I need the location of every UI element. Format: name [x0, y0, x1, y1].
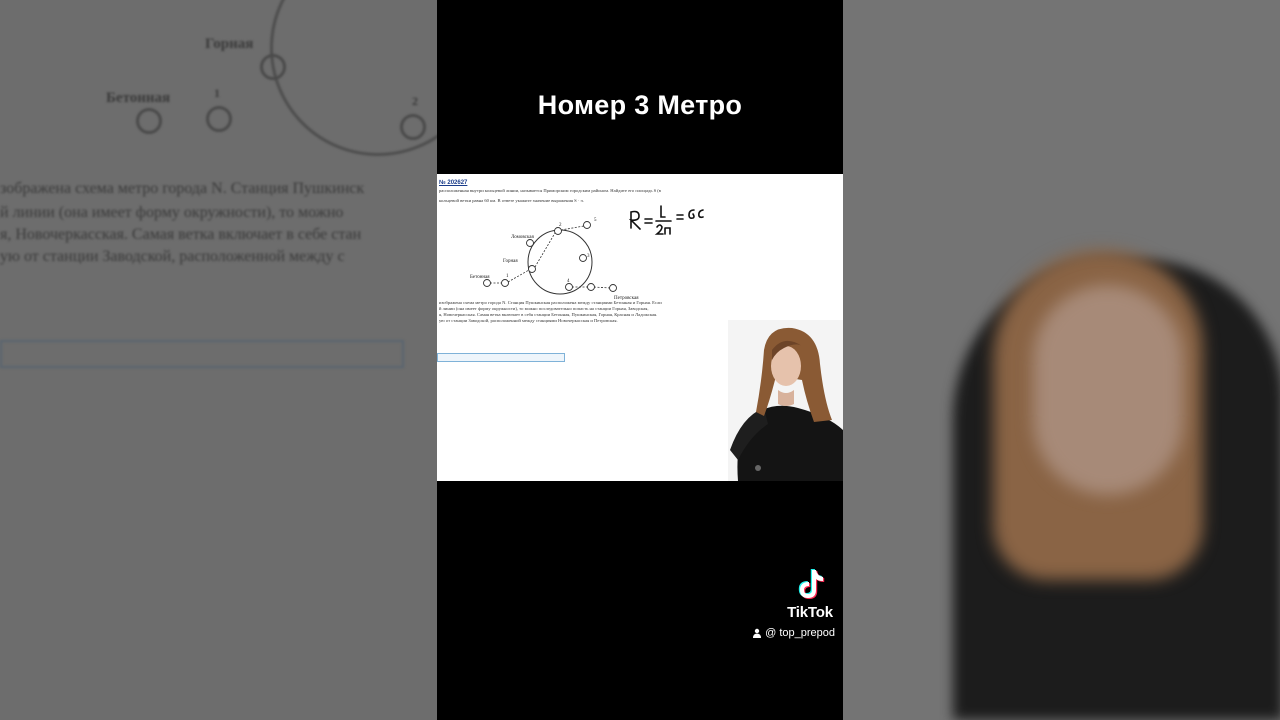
ghost-answer-field — [0, 340, 404, 368]
node-number: 4 — [567, 279, 570, 284]
answer-input[interactable] — [437, 353, 565, 362]
station-node — [484, 280, 491, 287]
author-handle — [752, 627, 835, 639]
tiktok-watermark — [782, 568, 838, 621]
label-gornaya: Горная — [503, 259, 518, 264]
station-node — [584, 222, 591, 229]
video-panel — [437, 0, 843, 720]
station-node — [566, 284, 573, 291]
blurred-presenter-face — [1033, 285, 1183, 495]
presenter-video-overlay — [728, 320, 843, 481]
label-lomovskaya: Ломовская — [511, 235, 534, 240]
task-text-line: изображена схема метро города N. Станция Пушкинская расположена между станциями Бетонная и Горная. Если — [439, 300, 662, 305]
metro-scheme-diagram — [465, 212, 665, 302]
ring-line — [528, 230, 592, 294]
ghost-text-line: й линии (она имеет форму окружности), то можно — [0, 204, 344, 221]
station-node — [610, 285, 617, 292]
user-icon — [752, 628, 762, 638]
ghost-text-line: я, Новочеркасская. Самая ветка включает в себе стан — [0, 226, 362, 243]
task-number-link[interactable]: № 202627 — [439, 180, 468, 186]
backdrop-right — [843, 0, 1280, 720]
ghost-text-line: зображена схема метро города N. Станция Пушкинск — [0, 180, 365, 197]
ghost-label-gornaya: Горная — [205, 36, 254, 52]
task-text-line: я, Новочеркасская. Самая ветка включает в себя станции Бетонная, Пушкинская, Горная, Красная и Ладожская. — [439, 312, 658, 317]
station-node — [580, 255, 587, 262]
station-node — [502, 280, 509, 287]
station-node — [588, 284, 595, 291]
ghost-node — [136, 108, 162, 134]
tiktok-brand-text: TikTok — [787, 604, 833, 621]
ghost-text-line: ую от станции Заводской, расположенной между с — [0, 248, 345, 265]
task-text-line: расположенная внутри кольцевой линии, называется Приморским городским районом. Найдите его площадь S (в — [439, 188, 661, 193]
task-text-line: кольцевой ветки равна 60 км. В ответе укажите значение выражения S · π. — [439, 198, 585, 203]
label-betonnaya: Бетонная — [470, 275, 490, 280]
ghost-node — [400, 114, 426, 140]
node-number: 3 — [587, 254, 590, 259]
label-petrovskaya: Петровская — [614, 296, 639, 301]
node-number: 2 — [559, 223, 562, 228]
task-text-line: ую от станции Заводской, расположенной между станциями Новочеркасская и Петровская. — [439, 318, 618, 323]
node-number: 1 — [506, 274, 509, 279]
node-number: 5 — [594, 218, 597, 223]
video-title: Номер 3 Метро — [537, 90, 743, 120]
task-text-line: й линии (она имеет форму окружности), то можно последовательно попасть на станции Горная, Заводская, — [439, 306, 649, 311]
ghost-node-number: 1 — [214, 86, 220, 100]
ghost-node — [260, 54, 286, 80]
station-node — [555, 228, 562, 235]
ghost-node-number: 2 — [412, 94, 418, 108]
author-handle-text: @ top_prepod — [765, 627, 835, 639]
backdrop-left — [0, 0, 437, 720]
station-node — [527, 240, 534, 247]
ghost-label-betonnaya: Бетонная — [106, 90, 171, 106]
ghost-node — [206, 106, 232, 132]
tiktok-logo-icon — [795, 568, 825, 602]
task-screen — [437, 174, 843, 481]
station-node — [529, 266, 536, 273]
